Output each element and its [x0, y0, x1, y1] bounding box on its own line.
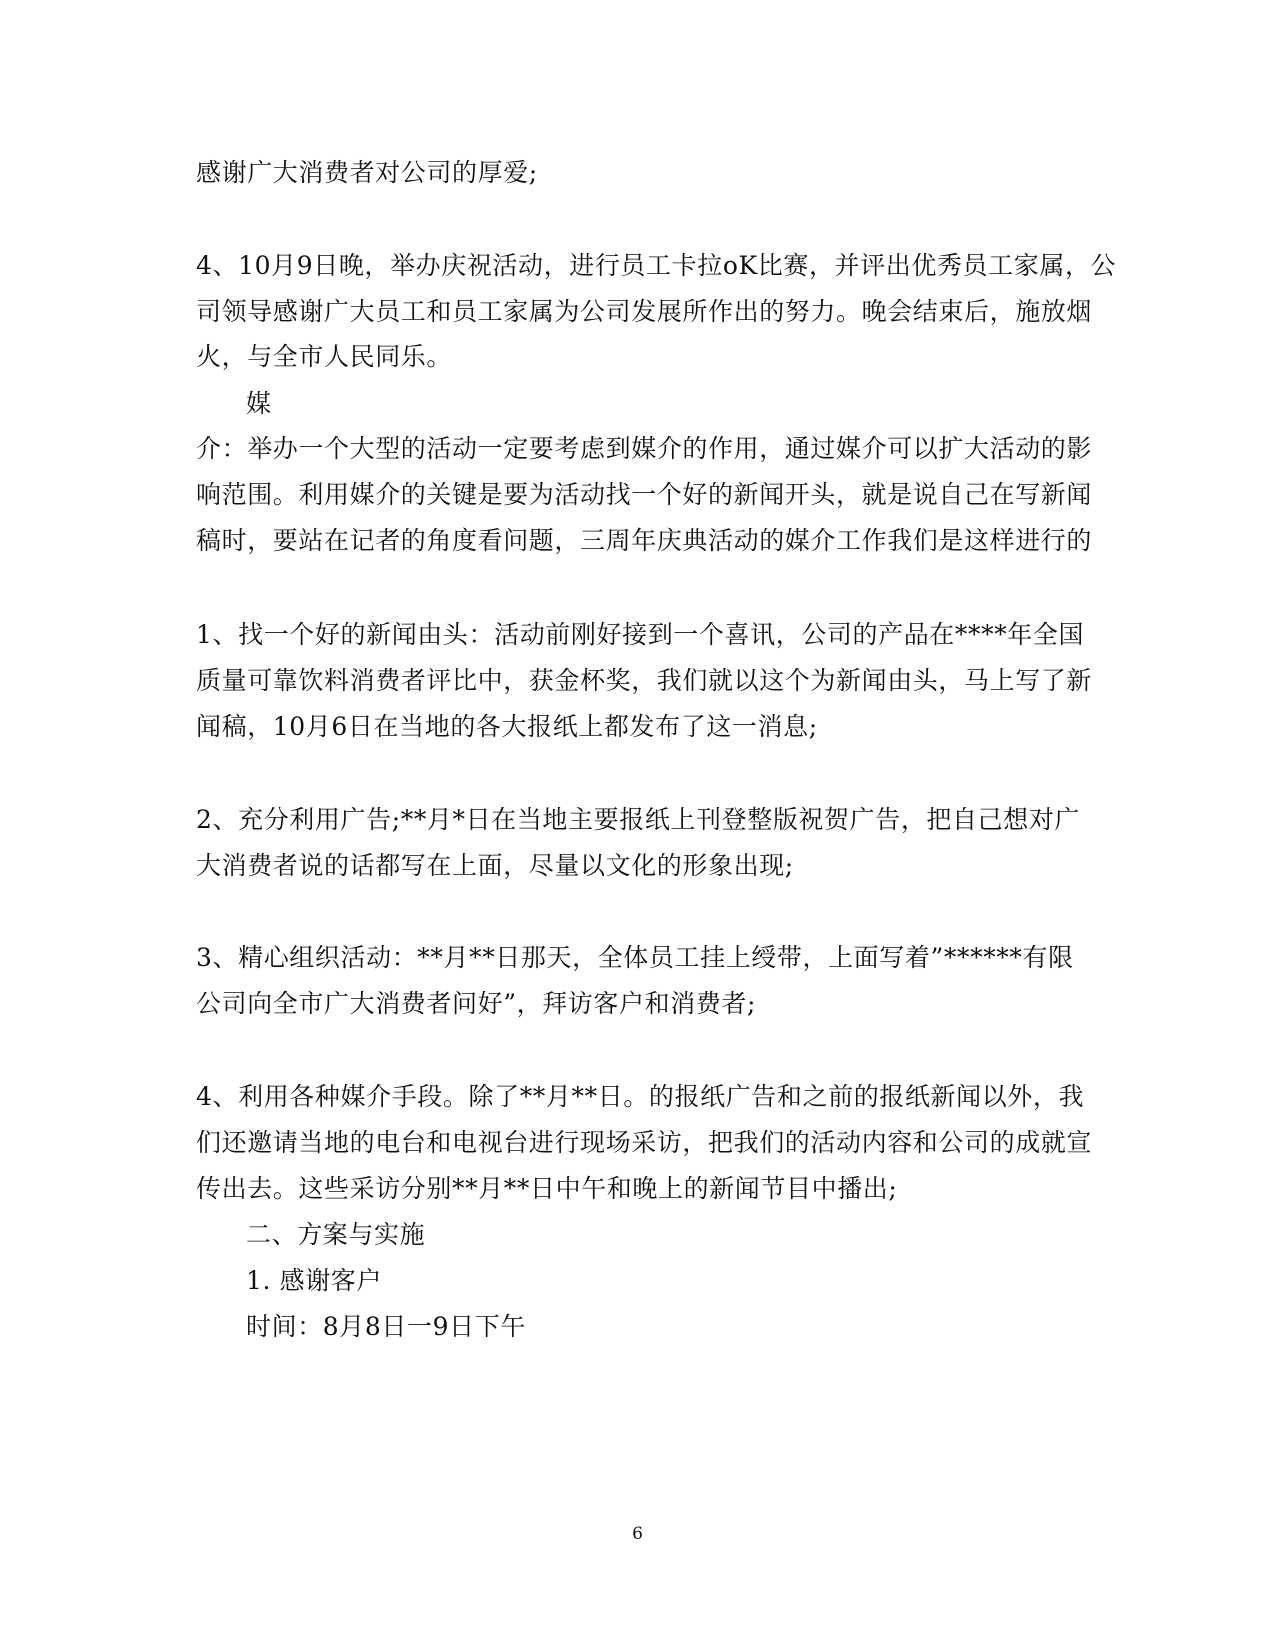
- text-line: 2、充分利用广告;**月*日在当地主要报纸上刊登整版祝贺广告，把自己想对广: [196, 805, 1081, 834]
- text-line: 媒: [246, 389, 272, 418]
- page-number: 6: [632, 1524, 643, 1544]
- text-line: 们还邀请当地的电台和电视台进行现场采访，把我们的活动内容和公司的成就宣: [196, 1128, 1093, 1157]
- text-line: 3、精心组织活动：**月**日那天，全体员工挂上绶带，上面写着”******有限: [196, 943, 1074, 972]
- text-line: 时间：8月8日一9日下午: [246, 1312, 526, 1341]
- text-line: 公司向全市广大消费者问好”，拜访客户和消费者;: [196, 989, 757, 1018]
- text-line: 稿时，要站在记者的角度看问题，三周年庆典活动的媒介工作我们是这样进行的: [196, 526, 1093, 555]
- text-line: 司领导感谢广大员工和员工家属为公司发展所作出的努力。晚会结束后，施放烟: [196, 297, 1093, 326]
- text-line: 大消费者说的话都写在上面，尽量以文化的形象出现;: [196, 851, 794, 880]
- text-line: 闻稿，10月6日在当地的各大报纸上都发布了这一消息;: [196, 712, 818, 741]
- text-line: 1、找一个好的新闻由头：活动前刚好接到一个喜讯，公司的产品在****年全国: [196, 620, 1085, 649]
- section-heading: 二、方案与实施: [246, 1220, 426, 1249]
- text-line: 火，与全市人民同乐。: [196, 342, 453, 371]
- text-line: 质量可靠饮料消费者评比中，获金杯奖，我们就以这个为新闻由头，马上写了新: [196, 666, 1093, 695]
- text-line: 介：举办一个大型的活动一定要考虑到媒介的作用，通过媒介可以扩大活动的影: [196, 434, 1093, 463]
- text-line: 4、10月9日晚，举办庆祝活动，进行员工卡拉oK比赛，并评出优秀员工家属，公: [196, 251, 1117, 280]
- list-item-heading: 1. 感谢客户: [246, 1266, 382, 1295]
- text-line: 感谢广大消费者对公司的厚爱;: [196, 158, 538, 187]
- text-line: 传出去。这些采访分别**月**日中午和晚上的新闻节目中播出;: [196, 1174, 898, 1203]
- text-line: 响范围。利用媒介的关键是要为活动找一个好的新闻开头，就是说自己在写新闻: [196, 480, 1093, 509]
- text-line: 4、利用各种媒介手段。除了**月**日。的报纸广告和之前的报纸新闻以外，我: [196, 1082, 1085, 1111]
